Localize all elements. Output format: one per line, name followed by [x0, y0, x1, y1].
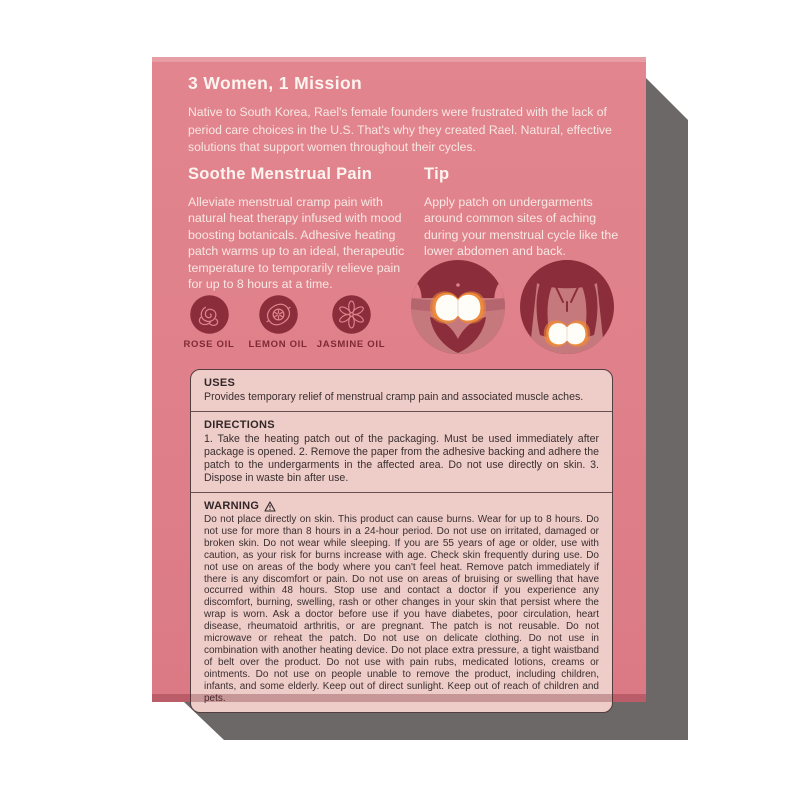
warning-body: Do not place directly on skin. This product can cause burns. Wear for up to 8 hours. Do not use for more than 8 hours in a 24-hour period. Do not use on irritated, damaged or broken skin. Do not wear while sleeping. If you are 55 years of age or older, use with caution, as your risk for burns increase with age. Check skin frequently during use. Do not use on areas of the body where you can't feel heat. Remove patch immediately if there is any discomfort or pain. Do not use on areas of bruising or swelling that have occurred within 48 hours. Stop use and contact a doctor if you experience any discomfort, burning, swelling, rash or other changes in your skin that persist where the wrap is worn. Ask a doctor before use if you have diabetes, poor circulation, heart disease, rheumatoid arthritis, or are pregnant. The patch is not reusable. Do not microwave or reheat the patch. Do not use on delicate clothing. Do not use in combination with another heating device. Do not place extra pressure, a tight waistband of belt over the product. Do not use with pain rubs, medicated lotions, creams or ointments. Do not use on people unable to remove the product, including children, infants, and some elderly. Keep out of direct sunlight. Keep out of reach of children and pets. [204, 514, 599, 704]
uses-section [191, 370, 612, 411]
mission-body: Native to South Korea, Rael's female founders were frustrated with the lack of period care choices in the U.S. That's why they created Rael. Natural, effective solutions that support women throughout their cycles. [188, 105, 612, 154]
warning-title: WARNING [204, 500, 260, 512]
front-abdomen-patch-illustration [408, 257, 508, 357]
rose-oil-label: ROSE OIL [183, 339, 235, 350]
directions-title: DIRECTIONS [204, 419, 275, 431]
package-back-panel [152, 57, 646, 702]
tip-body: Apply patch on undergarments around common sites of aching during your menstrual cycle like the lower abdomen and back. [424, 195, 619, 259]
jasmine-oil-badge [308, 293, 394, 350]
mission-title: 3 Women, 1 Mission [188, 73, 363, 93]
rose-oil-icon [188, 293, 231, 336]
back-lower-back-patch-illustration [517, 257, 617, 357]
lemon-oil-label: LEMON OIL [248, 339, 308, 350]
jasmine-oil-icon [330, 293, 373, 336]
uses-body: Provides temporary relief of menstrual cramp pain and associated muscle aches. [204, 391, 584, 403]
warning-triangle-icon [264, 501, 276, 512]
soothe-body: Alleviate menstrual cramp pain with natural heat therapy infused with mood boosting botanicals. Adhesive heating patch warms up to an ideal, therapeutic temperature to temporarily relieve pain for up to 8 hours at a time. [188, 195, 405, 292]
tip-title: Tip [424, 165, 450, 183]
jasmine-oil-label: JASMINE OIL [316, 339, 386, 350]
uses-title: USES [204, 377, 236, 389]
directions-body: 1. Take the heating patch out of the packaging. Must be used immediately after package is opened. 2. Remove the paper from the adhesive backing and adhere the patch to the undergarments in the affected area. Do not use directly on skin. 3. Dispose in waste bin after use. [204, 433, 599, 484]
directions-section [191, 411, 612, 492]
warning-section [191, 492, 612, 712]
lemon-oil-icon [257, 293, 300, 336]
soothe-title: Soothe Menstrual Pain [188, 165, 373, 183]
warning-title-row [204, 500, 599, 512]
info-panel [190, 369, 613, 713]
